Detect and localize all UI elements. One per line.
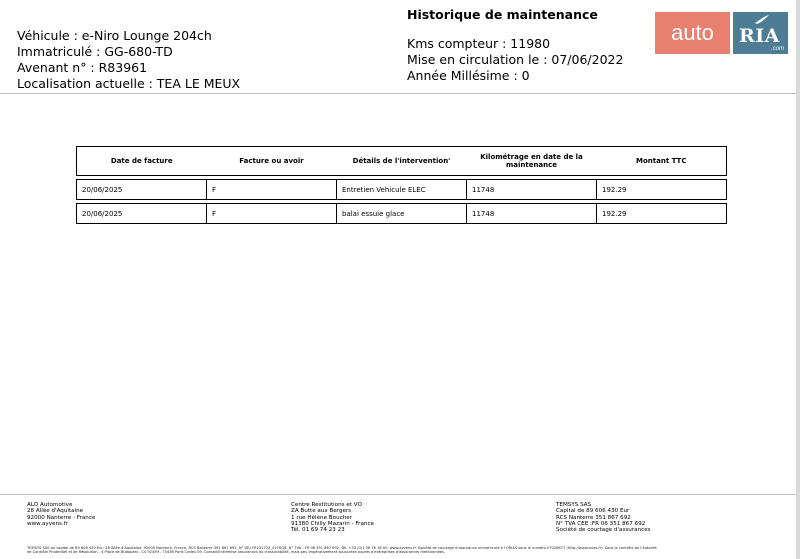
logo-ria-text: RIA <box>739 25 780 47</box>
footer-line: 92000 Nanterre - France <box>27 514 96 521</box>
footer-line: Capital de 89 606 430 Eur <box>556 508 630 515</box>
cell-invoice-date: 20/06/2025 <box>82 209 123 218</box>
footer-restitution-center <box>291 502 374 533</box>
vehicle-location: Localisation actuelle : TEA LE MEUX <box>17 76 241 91</box>
cell-invoice-type: F <box>207 204 337 224</box>
table-header <box>76 146 727 176</box>
footer-line: Centre Restitutions et VO <box>291 502 362 508</box>
legal-line: de Contrôle Prudentiel et de Résolution - 4 Place de Budapest - CS 92459 - 75436 Paris Cedex 09. Conseil/Entremise assurances ou d'assurabilité, mais peu impérativement souscrites auprès d'entreprises d'assurances mentionnées. <box>27 550 446 555</box>
footer-line: 1 rue Hélène Boucher <box>291 514 352 521</box>
vehicle-info <box>17 28 240 92</box>
vehicle-registration: Immatriculé : GG-680-TD <box>17 44 173 59</box>
legal-line: TEMSYS SAS au capital de 89 606 430 Eur; 28 Allée d'Aquitaine, 92000 Nanterre, France, RCS Nanterre 351 867 692, N° IDU FR231725_01YSGB, N° TVA : FR 06 351 867 692, Tél. +33 (0)1 56 76 18 00, www.ayvens.fr. Société de courtage d'assurance immatriculé à l'ORIAS sous le numéro 07026677 (http://www.orias.fr). Sous le contrôle de l'Autorité <box>27 546 657 550</box>
footer-company-address <box>27 502 95 527</box>
footer-line: 91380 Chilly Mazarin - France <box>291 520 374 527</box>
autoria-logo[interactable] <box>655 12 788 54</box>
cell-invoice-date: 20/06/2025 <box>82 185 123 194</box>
footer-website-link[interactable]: www.ayvens.fr <box>27 520 68 527</box>
vehicle-amendment: Avenant n° : R83961 <box>17 60 148 75</box>
page-title: Historique de maintenance <box>407 7 598 22</box>
registration-date: Mise en circulation le : 07/06/2022 <box>407 52 624 67</box>
footer-divider <box>0 494 796 495</box>
logo-ria-block <box>733 12 788 54</box>
footer-line: ZA Butte aux Bergers <box>291 508 352 515</box>
logo-auto-block <box>655 12 730 54</box>
logo-bird-icon <box>755 15 769 25</box>
footer-line: Société de courtage d'assurances <box>556 527 651 534</box>
footer-line: ALD Automotive <box>27 502 73 508</box>
cell-amount: 192.29 <box>597 180 727 200</box>
header-invoice-date: Date de facture <box>110 157 173 165</box>
cell-intervention-details: Entretien Vehicule ELEC <box>337 180 467 200</box>
header-intervention-details: Détails de l'intervention' <box>352 157 451 165</box>
cell-amount: 192.29 <box>597 204 727 224</box>
model-year: Année Millésime : 0 <box>407 68 530 83</box>
cell-mileage: 11748 <box>467 204 597 224</box>
footer-temsys-info <box>556 502 651 533</box>
footer-line: Tél. 01 69 74 23 23 <box>291 527 345 534</box>
header-divider <box>0 93 796 94</box>
table-row <box>76 179 727 200</box>
logo-auto-text: auto <box>671 20 714 45</box>
footer-line: N° TVA CEE :FR 06 351 867 692 <box>556 520 646 527</box>
table-row <box>76 203 727 224</box>
cell-intervention-details: balai essuie glace <box>337 204 467 224</box>
header-invoice-type: Facture ou avoir <box>239 157 304 165</box>
maintenance-table <box>76 146 726 224</box>
footer-line: RCS Nanterre 351 867 692 <box>556 514 631 521</box>
maintenance-info <box>407 36 623 84</box>
cell-invoice-type: F <box>207 180 337 200</box>
vehicle-model: Véhicule : e-Niro Lounge 204ch <box>17 28 212 43</box>
header-amount: Montant TTC <box>636 157 687 165</box>
footer-legal-notice <box>27 546 777 554</box>
odometer: Kms compteur : 11980 <box>407 36 551 51</box>
cell-mileage: 11748 <box>467 180 597 200</box>
logo-ria-suffix: .com <box>770 46 784 52</box>
header-mileage: Kilométrage en date de la maintenance <box>480 153 583 169</box>
page-edge <box>796 0 800 559</box>
footer-line: TEMSYS SAS <box>556 502 592 508</box>
footer-line: 28 Allée d'Aquitaine <box>27 508 84 515</box>
